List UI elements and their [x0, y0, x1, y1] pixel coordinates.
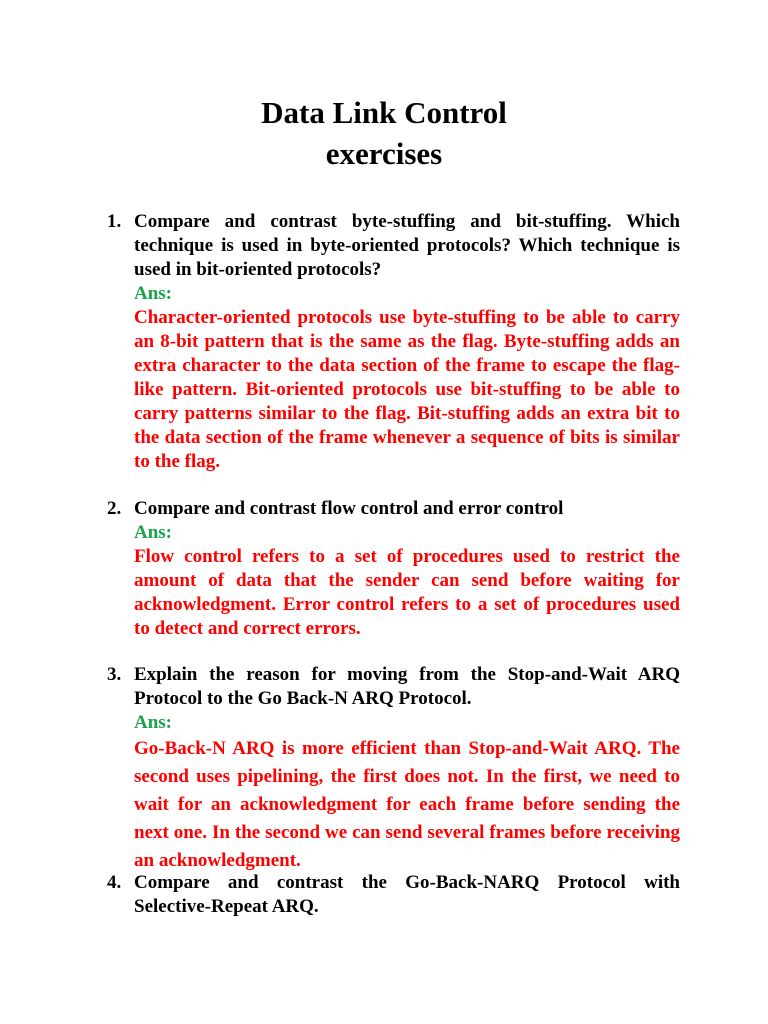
question-3 [107, 663, 680, 875]
answer-label: Ans: [134, 283, 173, 304]
answer-label: Ans: [134, 712, 173, 733]
answer-text: Go-Back-N ARQ is more efficient than Stop-and-Wait ARQ. The second uses pipelining, the first does not. In the first, we need to wait for an acknowledgment for each frame before sending the next one. In the second we can send several frames before receiving an acknowledgment. [134, 738, 680, 871]
question-text: Explain the reason for moving from the Stop-and-Wait ARQ Protocol to the Go Back-N ARQ Protocol. [134, 664, 680, 709]
answer-text: Character-oriented protocols use byte-stuffing to be able to carry an 8-bit pattern that is the same as the flag. Byte-stuffing adds an extra character to the data section of the frame to escape the flag-like pattern. Bit-oriented protocols use bit-stuffing to be able to carry patterns similar to the flag. Bit-stuffing adds an extra bit to the data section of the frame whenever a sequence of bits is similar to the flag. [134, 307, 680, 472]
question-1 [107, 210, 680, 474]
page-title: Data Link Control [261, 95, 507, 130]
page-subtitle: exercises [325, 136, 443, 171]
question-2 [107, 497, 680, 641]
question-text: Compare and contrast byte-stuffing and bit-stuffing. Which technique is used in byte-oriented protocols? Which technique is used in bit-oriented protocols? [134, 211, 680, 280]
question-number: 3. [107, 664, 122, 685]
question-number: 1. [107, 211, 122, 232]
question-number: 4. [107, 872, 122, 893]
question-4 [107, 871, 680, 919]
answer-text: Flow control refers to a set of procedures used to restrict the amount of data that the sender can send before waiting for acknowledgment. Error control refers to a set of procedures used to detect and correct errors. [134, 546, 680, 639]
question-number: 2. [107, 498, 122, 519]
question-text: Compare and contrast flow control and error control [134, 498, 564, 519]
answer-label: Ans: [134, 522, 173, 543]
question-text: Compare and contrast the Go-Back-NARQ Protocol with Selective-Repeat ARQ. [134, 872, 680, 917]
